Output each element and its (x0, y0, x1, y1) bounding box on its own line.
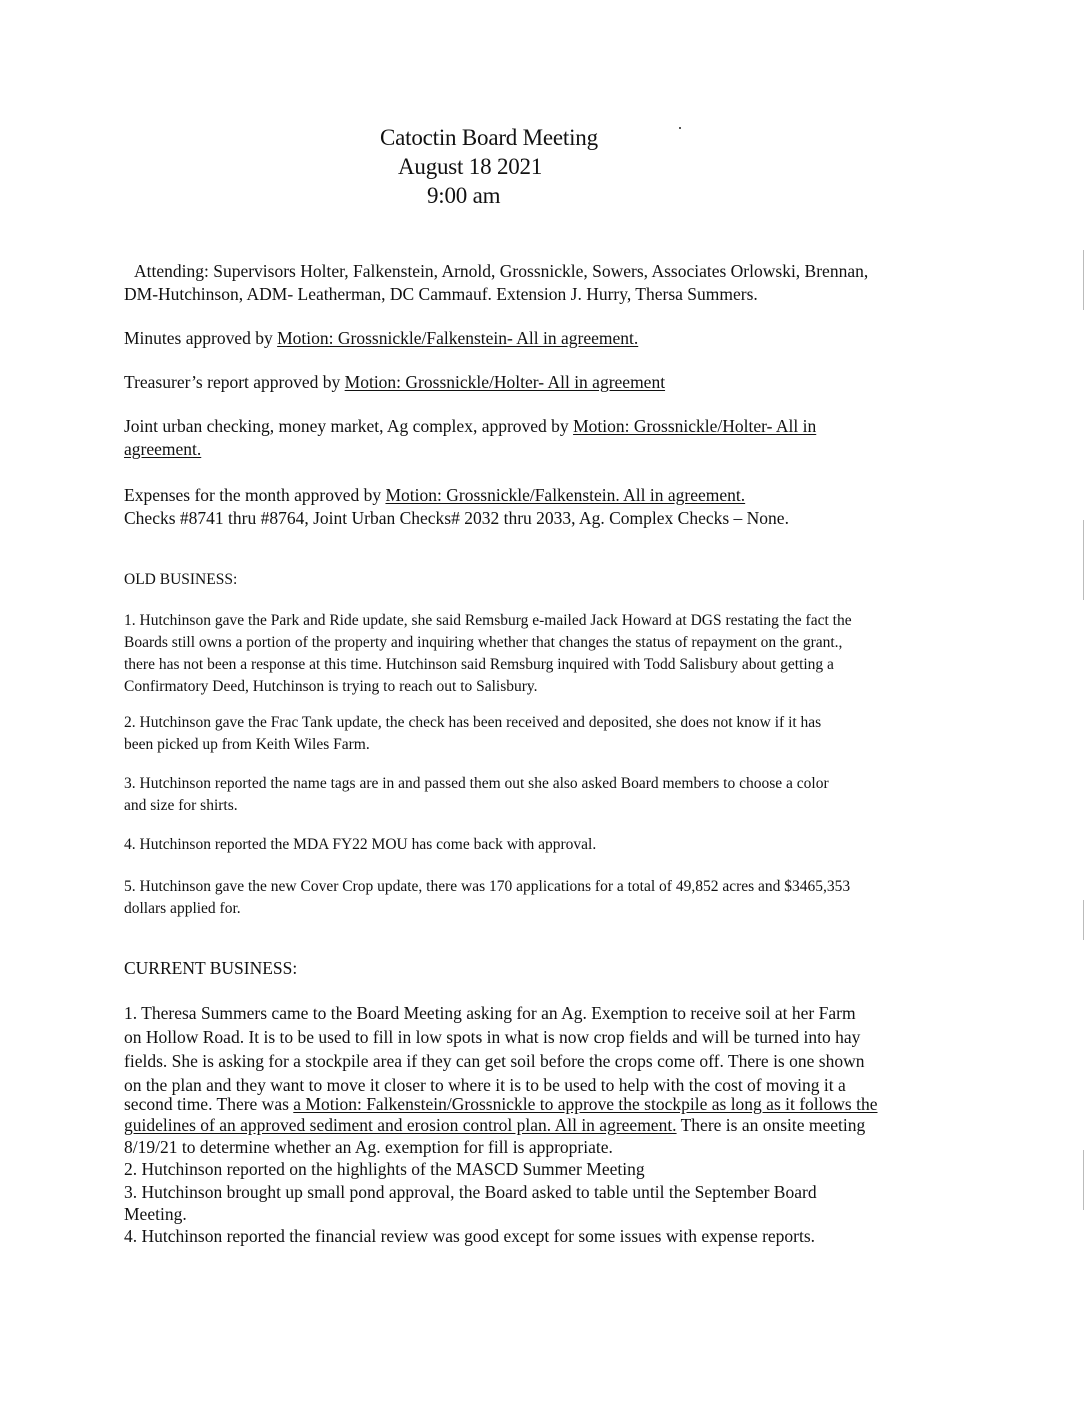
current-item-4: 4. Hutchinson reported the financial review was good except for some issues with expense reports. (124, 1226, 816, 1246)
old-business-item-1 (124, 610, 852, 698)
scan-mark (1083, 520, 1084, 600)
current-item-3-line-1: 3. Hutchinson brought up small pond approval, the Board asked to table until the September Board (124, 1182, 817, 1202)
current-item-1-line-4: on the plan and they want to move it closer to where it is to be used to help with the cost of moving it a (124, 1075, 846, 1095)
current-item-1-line-3: fields. She is asking for a stockpile area if they can get soil before the crops come off. There is one shown (124, 1051, 865, 1071)
scan-mark (1083, 900, 1084, 940)
minutes-motion: Motion: Grossnickle/Falkenstein- All in agreement. (277, 328, 639, 348)
scan-mark (679, 127, 681, 129)
old-item-4-line: 4. Hutchinson reported the MDA FY22 MOU has come back with approval. (124, 836, 597, 853)
old-item-5-line: dollars applied for. (124, 900, 241, 917)
expenses-motion: Motion: Grossnickle/Falkenstein. All in agreement. (385, 485, 746, 505)
current-item-1-line-5 (124, 1093, 878, 1116)
current-business-heading: CURRENT BUSINESS: (124, 958, 298, 978)
old-item-2-line: 2. Hutchinson gave the Frac Tank update, the check has been received and deposited, she does not know if it has (124, 714, 822, 731)
old-item-2-line: been picked up from Keith Wiles Farm. (124, 736, 370, 753)
stockpile-motion: a Motion: Falkenstein/Grossnickle to approve the stockpile as long as it follows the (293, 1094, 878, 1114)
old-business-item-5 (124, 876, 850, 920)
old-item-3-line: 3. Hutchinson reported the name tags are in and passed them out she also asked Board members to choose a color (124, 775, 829, 792)
expenses-approval (124, 484, 745, 507)
old-item-5-line: 5. Hutchinson gave the new Cover Crop update, there was 170 applications for a total of 49,852 acres and $3465,353 (124, 878, 851, 895)
current-item-1-line-6 (124, 1114, 865, 1137)
current-item-2: 2. Hutchinson reported on the highlights of the MASCD Summer Meeting (124, 1159, 645, 1179)
old-business-heading: OLD BUSINESS: (124, 571, 238, 588)
meeting-date: August 18 2021 (398, 154, 543, 179)
joint-urban-motion-cont: agreement. (124, 439, 202, 459)
scan-mark (1083, 1150, 1084, 1210)
treasurer-motion: Motion: Grossnickle/Holter- All in agreement (344, 372, 666, 392)
treasurer-lead: Treasurer’s report approved by (124, 372, 345, 392)
expenses-checks: Checks #8741 thru #8764, Joint Urban Checks# 2032 thru 2033, Ag. Complex Checks – None. (124, 508, 789, 528)
onsite-meeting-text: There is an onsite meeting (676, 1115, 866, 1135)
old-business-item-4 (124, 834, 596, 856)
attending-line-1: Attending: Supervisors Holter, Falkenstein, Arnold, Grossnickle, Sowers, Associates Orlowski, Brennan, (134, 261, 869, 281)
old-item-1-line: there has not been a response at this time. Hutchinson said Remsburg inquired with Todd Salisbury about getting a (124, 656, 834, 673)
expenses-lead: Expenses for the month approved by (124, 485, 386, 505)
minutes-lead: Minutes approved by (124, 328, 278, 348)
current-item-1-line-7: 8/19/21 to determine whether an Ag. exemption for fill is appropriate. (124, 1137, 613, 1157)
scan-mark (1083, 250, 1084, 310)
old-item-1-line: Confirmatory Deed, Hutchinson is trying to reach out to Salisbury. (124, 678, 538, 695)
old-item-1-line: 1. Hutchinson gave the Park and Ride update, she said Remsburg e-mailed Jack Howard at DGS restating the fact the (124, 612, 852, 629)
old-item-1-line: Boards still owns a portion of the property and inquiring whether that changes the status of repayment on the grant., (124, 634, 843, 651)
old-item-3-line: and size for shirts. (124, 797, 238, 814)
joint-urban-approval (124, 415, 816, 438)
current-item-3-line-2: Meeting. (124, 1204, 187, 1224)
minutes-approval (124, 327, 638, 350)
joint-urban-motion: Motion: Grossnickle/Holter- All in (573, 416, 817, 436)
attending-line-2: DM-Hutchinson, ADM- Leatherman, DC Cammauf. Extension J. Hurry, Thersa Summers. (124, 284, 758, 304)
old-business-item-3 (124, 773, 829, 817)
joint-urban-lead: Joint urban checking, money market, Ag complex, approved by (124, 416, 574, 436)
current-item-1-line-1: 1. Theresa Summers came to the Board Meeting asking for an Ag. Exemption to receive soil at her Farm (124, 1003, 856, 1023)
old-business-item-2 (124, 712, 821, 756)
current-item-1-lead: second time. There was (124, 1094, 294, 1114)
treasurer-approval (124, 371, 665, 394)
meeting-time: 9:00 am (427, 183, 501, 208)
meeting-title: Catoctin Board Meeting (380, 125, 598, 150)
stockpile-motion-cont: guidelines of an approved sediment and erosion control plan. All in agreement. (124, 1115, 677, 1135)
current-item-1-line-2: on Hollow Road. It is to be used to fill in low spots in what is now crop fields and will be turned into hay (124, 1027, 861, 1047)
